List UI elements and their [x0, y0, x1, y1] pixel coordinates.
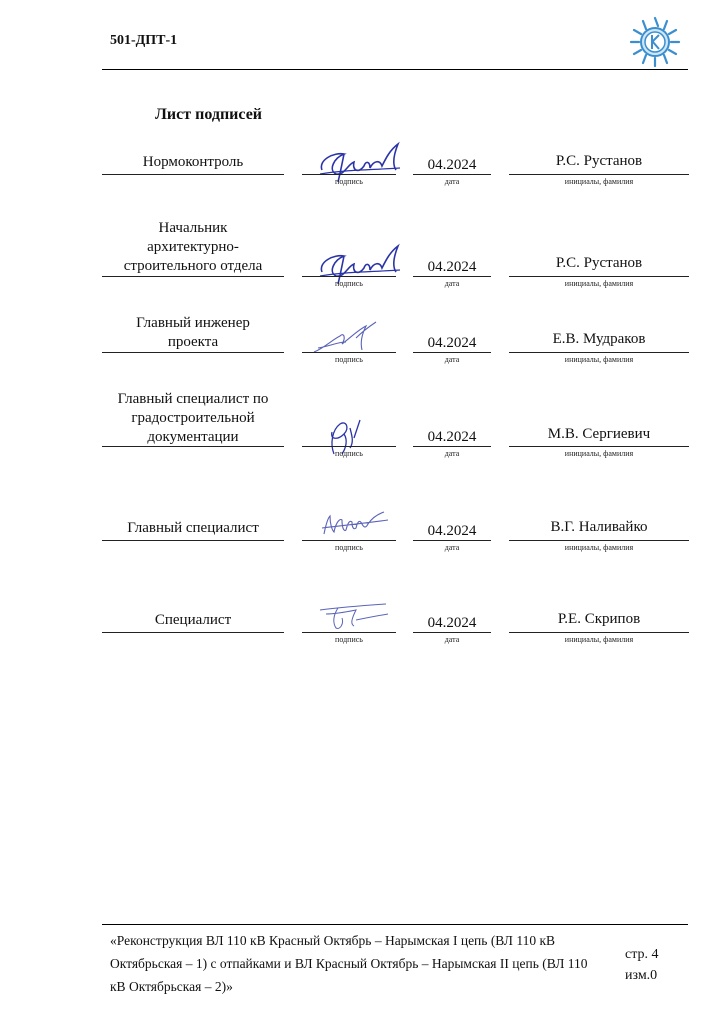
- signature-caption: подпись: [335, 355, 363, 364]
- page-number: стр. 4: [625, 947, 659, 962]
- name-underline: [509, 540, 689, 541]
- name-caption: инициалы, фамилия: [564, 279, 634, 288]
- date-caption: дата: [444, 635, 460, 644]
- name-value: М.В. Сергиевич: [547, 426, 651, 442]
- signature-underline: [302, 276, 396, 277]
- name-caption: инициалы, фамилия: [564, 177, 634, 186]
- date-underline: [413, 632, 491, 633]
- revision-number: изм.0: [625, 968, 658, 983]
- role-label: Главный специалист: [127, 520, 259, 536]
- date-caption: дата: [444, 449, 460, 458]
- signature-caption: подпись: [335, 449, 363, 458]
- role-line: Начальник: [158, 220, 228, 236]
- date-value: 04.2024: [427, 615, 477, 631]
- role-underline: [102, 276, 284, 277]
- role-line: Главный специалист по: [117, 391, 269, 407]
- signature-caption: подпись: [335, 177, 363, 186]
- name-caption: инициалы, фамилия: [564, 355, 634, 364]
- signature-nalivaiko: [318, 508, 392, 542]
- role-label: Нормоконтроль: [142, 154, 244, 170]
- role-line: Главный инженер: [136, 315, 250, 331]
- date-value: 04.2024: [427, 523, 477, 539]
- date-caption: дата: [444, 543, 460, 552]
- name-caption: инициалы, фамилия: [564, 449, 634, 458]
- role-line: градостроительной: [131, 410, 255, 426]
- document-code: 501-ДПТ-1: [110, 33, 178, 48]
- date-underline: [413, 540, 491, 541]
- role-underline: [102, 446, 284, 447]
- signature-underline: [302, 446, 396, 447]
- signature-underline: [302, 352, 396, 353]
- name-underline: [509, 276, 689, 277]
- signature-underline: [302, 632, 396, 633]
- name-underline: [509, 446, 689, 447]
- sheet-title: Лист подписей: [155, 106, 263, 123]
- header-divider: [102, 69, 688, 70]
- name-caption: инициалы, фамилия: [564, 635, 634, 644]
- signature-underline: [302, 174, 396, 175]
- signature-caption: подпись: [335, 635, 363, 644]
- date-value: 04.2024: [427, 157, 477, 173]
- role-underline: [102, 352, 284, 353]
- footer-divider: [102, 924, 688, 925]
- role-underline: [102, 540, 284, 541]
- name-underline: [509, 632, 689, 633]
- role-label: [102, 314, 284, 352]
- role-line: проекта: [167, 334, 219, 350]
- signature-underline: [302, 540, 396, 541]
- date-underline: [413, 174, 491, 175]
- name-value: Р.Е. Скрипов: [557, 611, 641, 627]
- role-line: документации: [147, 429, 239, 445]
- role-line: строительного отдела: [123, 258, 263, 274]
- role-label: [102, 390, 284, 447]
- date-value: 04.2024: [427, 259, 477, 275]
- role-label: Специалист: [154, 612, 232, 628]
- role-underline: [102, 174, 284, 175]
- name-underline: [509, 352, 689, 353]
- name-value: Е.В. Мудраков: [552, 331, 646, 347]
- date-underline: [413, 352, 491, 353]
- date-underline: [413, 276, 491, 277]
- name-underline: [509, 174, 689, 175]
- name-value: Р.С. Рустанов: [555, 153, 643, 169]
- role-line: архитектурно-: [147, 239, 239, 255]
- name-caption: инициалы, фамилия: [564, 543, 634, 552]
- date-caption: дата: [444, 355, 460, 364]
- signature-mudrakov: [310, 318, 382, 356]
- date-caption: дата: [444, 279, 460, 288]
- role-label: [102, 219, 284, 276]
- date-value: 04.2024: [427, 335, 477, 351]
- name-value: Р.С. Рустанов: [555, 255, 643, 271]
- signature-skripov: [316, 600, 392, 634]
- date-underline: [413, 446, 491, 447]
- signature-caption: подпись: [335, 543, 363, 552]
- date-value: 04.2024: [427, 429, 477, 445]
- name-value: В.Г. Наливайко: [550, 519, 648, 535]
- role-underline: [102, 632, 284, 633]
- project-title: «Реконструкция ВЛ 110 кВ Красный Октябрь – Нарымская I цепь (ВЛ 110 кВ Октябрьская – 1) с отпайками и ВЛ Красный Октябрь – Нарымская II цепь (ВЛ 110 кВ Октябрьская – 2)»: [110, 933, 588, 994]
- company-logo: [627, 14, 683, 70]
- date-caption: дата: [444, 177, 460, 186]
- signature-caption: подпись: [335, 279, 363, 288]
